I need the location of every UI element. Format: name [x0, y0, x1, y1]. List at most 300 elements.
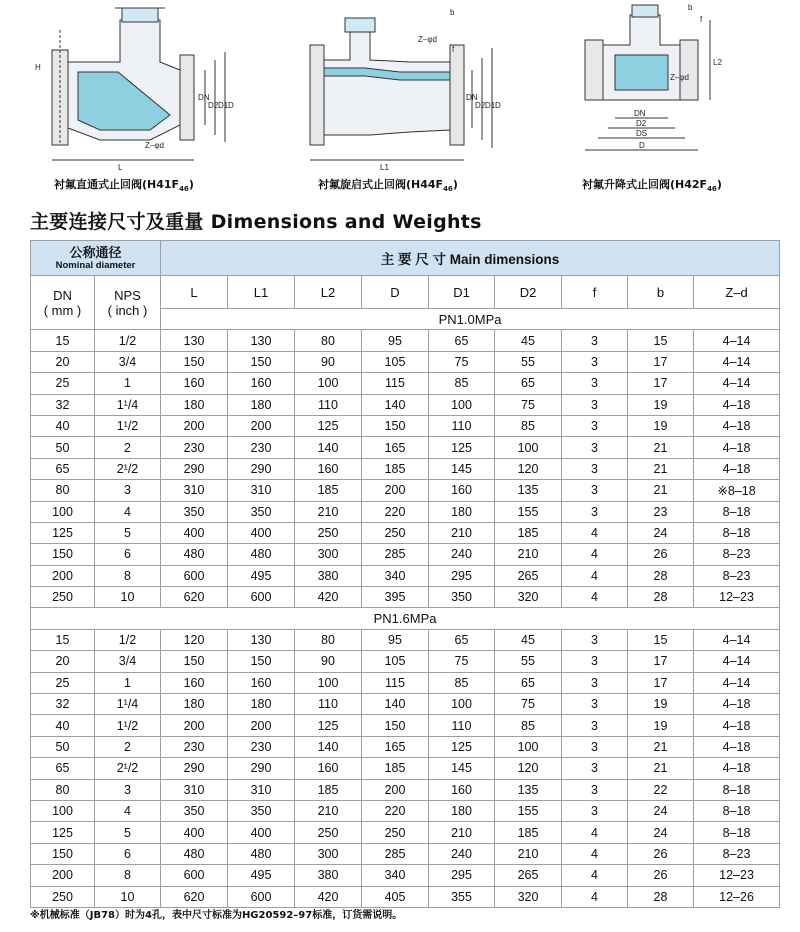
table-cell: 75 [495, 394, 562, 415]
table-cell: 350 [429, 587, 495, 608]
table-cell: 6 [95, 544, 161, 565]
dim-label-l2: L2 [713, 58, 722, 67]
table-cell: 50 [31, 736, 95, 757]
table-cell: 4–14 [694, 672, 780, 693]
table-cell: 19 [628, 694, 694, 715]
table-cell: 4–18 [694, 758, 780, 779]
table-cell: 130 [228, 330, 295, 351]
table-row [31, 544, 780, 565]
table-cell: 4 [562, 886, 628, 907]
table-cell: 80 [295, 629, 362, 650]
table-cell: 135 [495, 480, 562, 501]
table-cell: 40 [31, 415, 95, 436]
table-cell: 1¹/2 [95, 415, 161, 436]
table-cell: 150 [362, 415, 429, 436]
table-cell: 20 [31, 651, 95, 672]
table-cell: 80 [31, 480, 95, 501]
table-cell: 105 [362, 651, 429, 672]
dimensions-table [30, 240, 780, 908]
table-cell: 210 [295, 800, 362, 821]
table-cell: 150 [228, 351, 295, 372]
table-cell: 10 [95, 587, 161, 608]
dim-label-b: b [450, 8, 455, 17]
table-cell: 75 [429, 351, 495, 372]
table-cell: 65 [429, 629, 495, 650]
table-cell: 3 [562, 458, 628, 479]
table-cell: 300 [295, 544, 362, 565]
table-cell: 290 [161, 758, 228, 779]
table-cell: 55 [495, 351, 562, 372]
table-cell: 4 [562, 544, 628, 565]
table-cell: 285 [362, 544, 429, 565]
table-cell: 24 [628, 800, 694, 821]
table-cell: 3 [562, 415, 628, 436]
table-cell: 160 [161, 672, 228, 693]
table-cell: 8–23 [694, 544, 780, 565]
dn-header-label: DN [53, 287, 72, 303]
dim-label-zd: Z–φd [670, 73, 689, 82]
table-cell: 125 [429, 736, 495, 757]
table-cell: 240 [429, 544, 495, 565]
table-row [31, 694, 780, 715]
table-cell: 180 [161, 394, 228, 415]
table-cell: 3 [562, 715, 628, 736]
table-cell: 95 [362, 629, 429, 650]
table-cell: 2 [95, 437, 161, 458]
table-cell: 3 [562, 501, 628, 522]
table-cell: 180 [228, 394, 295, 415]
table-cell: 65 [495, 373, 562, 394]
table-cell: 210 [429, 822, 495, 843]
table-cell: 180 [429, 501, 495, 522]
table-cell: 4 [95, 800, 161, 821]
dim-label-d2: D2 [208, 101, 219, 110]
main-dimensions-header: 主 要 尺 寸 Main dimensions [161, 241, 780, 276]
table-cell: 220 [362, 800, 429, 821]
column-header-l: L [161, 276, 228, 309]
table-cell: 150 [31, 843, 95, 864]
table-cell: 400 [228, 822, 295, 843]
table-cell: 10 [95, 886, 161, 907]
table-row [31, 865, 780, 886]
table-cell: 150 [161, 351, 228, 372]
table-cell: 125 [295, 715, 362, 736]
dim-label-d: D [228, 101, 234, 110]
table-cell: 150 [228, 651, 295, 672]
dim-label-d: D [495, 101, 501, 110]
valve-drawing-h44 [290, 0, 510, 200]
table-cell: 55 [495, 651, 562, 672]
column-header-d2: D2 [495, 276, 562, 309]
table-cell: 8–18 [694, 779, 780, 800]
table-cell: 600 [228, 886, 295, 907]
table-cell: 90 [295, 651, 362, 672]
table-cell: 380 [295, 865, 362, 886]
table-cell: 290 [228, 458, 295, 479]
table-cell: 2¹/2 [95, 758, 161, 779]
table-row [31, 480, 780, 501]
table-cell: 200 [31, 865, 95, 886]
table-cell: 1/2 [95, 330, 161, 351]
table-cell: 3 [562, 629, 628, 650]
table-cell: 230 [228, 736, 295, 757]
table-cell: 65 [31, 458, 95, 479]
column-header-d: D [362, 276, 429, 309]
dim-label-d1: D1 [218, 101, 229, 110]
table-cell: 200 [161, 715, 228, 736]
table-cell: 12–23 [694, 587, 780, 608]
table-cell: 285 [362, 843, 429, 864]
table-cell: 110 [295, 694, 362, 715]
nps-column-header [95, 276, 161, 330]
pn16-rows [31, 629, 780, 907]
table-cell: 4–14 [694, 351, 780, 372]
column-header-b: b [628, 276, 694, 309]
table-cell: 250 [31, 886, 95, 907]
table-cell: 4–14 [694, 629, 780, 650]
dim-label-ds: DS [636, 129, 648, 138]
table-cell: 100 [295, 373, 362, 394]
table-cell: 290 [161, 458, 228, 479]
table-cell: 155 [495, 800, 562, 821]
table-cell: 120 [161, 629, 228, 650]
table-cell: 80 [295, 330, 362, 351]
table-cell: 250 [31, 587, 95, 608]
table-cell: 350 [161, 501, 228, 522]
table-cell: 140 [362, 394, 429, 415]
table-cell: 28 [628, 565, 694, 586]
table-cell: 185 [362, 758, 429, 779]
table-cell: 200 [161, 415, 228, 436]
table-cell: 185 [295, 480, 362, 501]
pn16-header [31, 608, 780, 629]
figure-caption-h44: 衬氟旋启式止回阀$(H44F_{46})$ [318, 178, 458, 194]
table-cell: 160 [429, 480, 495, 501]
table-row [31, 672, 780, 693]
table-cell: 23 [628, 501, 694, 522]
table-cell: 25 [31, 672, 95, 693]
dim-label-l1: L1 [380, 163, 389, 172]
table-cell: 21 [628, 437, 694, 458]
table-cell: 17 [628, 651, 694, 672]
table-cell: 400 [161, 522, 228, 543]
table-cell: 1/2 [95, 629, 161, 650]
table-cell: 45 [495, 330, 562, 351]
valve-drawing-h41 [30, 0, 245, 200]
table-cell: 290 [228, 758, 295, 779]
table-row [31, 394, 780, 415]
table-cell: 3 [562, 758, 628, 779]
table-cell: 210 [429, 522, 495, 543]
figure-caption-h41: 衬氟直通式止回阀$(H41F_{46})$ [54, 178, 194, 194]
table-cell: 3 [562, 779, 628, 800]
table-cell: 160 [228, 373, 295, 394]
table-cell: 135 [495, 779, 562, 800]
table-cell: 8–18 [694, 822, 780, 843]
table-row [31, 779, 780, 800]
table-cell: 110 [429, 415, 495, 436]
dim-label-d1: D1 [485, 101, 496, 110]
table-cell: 12–23 [694, 865, 780, 886]
table-cell: 350 [161, 800, 228, 821]
table-cell: 600 [161, 865, 228, 886]
valve-drawing-h42 [570, 0, 770, 200]
table-cell: 8 [95, 565, 161, 586]
table-cell: 160 [295, 758, 362, 779]
table-cell: 320 [495, 587, 562, 608]
table-cell: 28 [628, 587, 694, 608]
table-cell: 17 [628, 351, 694, 372]
table-cell: 21 [628, 736, 694, 757]
table-cell: 340 [362, 565, 429, 586]
table-row [31, 415, 780, 436]
table-cell: 4 [95, 501, 161, 522]
dim-label-f: f [700, 15, 703, 24]
table-cell: 350 [228, 800, 295, 821]
table-cell: 480 [161, 544, 228, 565]
table-cell: 4–18 [694, 736, 780, 757]
table-cell: 19 [628, 394, 694, 415]
table-cell: 65 [495, 672, 562, 693]
table-cell: 150 [362, 715, 429, 736]
table-cell: 265 [495, 865, 562, 886]
table-cell: 40 [31, 715, 95, 736]
table-cell: 310 [161, 779, 228, 800]
table-cell: 230 [161, 736, 228, 757]
dim-label-d2: D2 [636, 119, 647, 128]
table-cell: 3 [562, 800, 628, 821]
table-cell: 180 [429, 800, 495, 821]
table-cell: 265 [495, 565, 562, 586]
table-cell: 4 [562, 822, 628, 843]
table-cell: 600 [161, 565, 228, 586]
table-row [31, 736, 780, 757]
table-cell: 220 [362, 501, 429, 522]
table-cell: 80 [31, 779, 95, 800]
table-cell: 350 [228, 501, 295, 522]
table-cell: 100 [495, 736, 562, 757]
dim-label-dn: DN [198, 93, 210, 102]
table-cell: 160 [429, 779, 495, 800]
table-cell: 4 [562, 565, 628, 586]
table-cell: 4–14 [694, 651, 780, 672]
table-cell: 45 [495, 629, 562, 650]
table-cell: 1¹/2 [95, 715, 161, 736]
table-cell: 3 [562, 373, 628, 394]
dim-label-l: L [118, 163, 123, 172]
table-cell: 180 [228, 694, 295, 715]
table-cell: 185 [495, 522, 562, 543]
column-header-f: f [562, 276, 628, 309]
table-cell: 125 [429, 437, 495, 458]
table-row [31, 758, 780, 779]
dim-label-dn: DN [634, 109, 646, 118]
table-row [31, 587, 780, 608]
table-cell: 3 [562, 736, 628, 757]
table-cell: 400 [228, 522, 295, 543]
table-cell: 8–18 [694, 501, 780, 522]
table-cell: 4–14 [694, 330, 780, 351]
table-cell: 155 [495, 501, 562, 522]
table-cell: 210 [295, 501, 362, 522]
table-cell: 210 [495, 843, 562, 864]
table-cell: 300 [295, 843, 362, 864]
pressure-class-label: PN1.0MPa [161, 309, 780, 330]
table-cell: 4–18 [694, 437, 780, 458]
table-cell: 395 [362, 587, 429, 608]
table-cell: 200 [362, 480, 429, 501]
table-cell: 295 [429, 565, 495, 586]
table-cell: 65 [31, 758, 95, 779]
nominal-diameter-en: Nominal diameter [55, 259, 136, 271]
table-cell: 185 [362, 458, 429, 479]
table-cell: 250 [295, 522, 362, 543]
table-cell: 4 [562, 843, 628, 864]
table-cell: 210 [495, 544, 562, 565]
table-cell: 26 [628, 843, 694, 864]
table-cell: 8–18 [694, 800, 780, 821]
table-cell: 200 [31, 565, 95, 586]
table-cell: 250 [295, 822, 362, 843]
table-cell: 24 [628, 522, 694, 543]
table-cell: 3/4 [95, 651, 161, 672]
table-cell: 185 [495, 822, 562, 843]
nps-header-label: NPS [114, 287, 141, 303]
table-cell: 200 [228, 415, 295, 436]
table-cell: 100 [31, 501, 95, 522]
column-header-d1: D1 [429, 276, 495, 309]
table-cell: 130 [228, 629, 295, 650]
table-cell: 340 [362, 865, 429, 886]
dim-label-zd: Z–φd [418, 35, 437, 44]
table-row [31, 800, 780, 821]
table-cell: 3 [562, 694, 628, 715]
table-cell: 4 [562, 865, 628, 886]
table-cell: 8–23 [694, 565, 780, 586]
table-cell: 185 [295, 779, 362, 800]
table-cell: 355 [429, 886, 495, 907]
table-cell: 125 [295, 415, 362, 436]
table-cell: 420 [295, 587, 362, 608]
table-cell: 200 [362, 779, 429, 800]
table-cell: 130 [161, 330, 228, 351]
table-cell: 160 [295, 458, 362, 479]
table-row [31, 843, 780, 864]
table-cell: 4 [562, 522, 628, 543]
table-cell: 620 [161, 587, 228, 608]
table-row [31, 629, 780, 650]
table-cell: 480 [161, 843, 228, 864]
table-cell: 90 [295, 351, 362, 372]
table-cell: 4–18 [694, 415, 780, 436]
table-cell: 150 [161, 651, 228, 672]
table-row [31, 651, 780, 672]
dim-label-h: H [35, 63, 41, 72]
table-cell: 3 [562, 672, 628, 693]
table-cell: 2 [95, 736, 161, 757]
section-title: 主要连接尺寸及重量 Dimensions and Weights [30, 211, 482, 233]
table-cell: 3 [562, 394, 628, 415]
table-cell: 230 [161, 437, 228, 458]
table-cell: 495 [228, 865, 295, 886]
table-cell: 28 [628, 886, 694, 907]
table-cell: 8–23 [694, 843, 780, 864]
figure-caption-h42: 衬氟升降式止回阀$(H42F_{46})$ [582, 178, 722, 194]
table-cell: 4 [562, 587, 628, 608]
table-cell: 140 [295, 437, 362, 458]
table-cell: ※8–18 [694, 480, 780, 501]
table-cell: 100 [429, 694, 495, 715]
table-row [31, 437, 780, 458]
table-cell: 26 [628, 544, 694, 565]
table-cell: 250 [362, 822, 429, 843]
table-cell: 75 [495, 694, 562, 715]
table-cell: 310 [161, 480, 228, 501]
nominal-diameter-header [31, 241, 161, 276]
table-cell: 230 [228, 437, 295, 458]
table-cell: 165 [362, 437, 429, 458]
dim-label-zd: Z–φd [145, 141, 164, 150]
table-cell: 480 [228, 843, 295, 864]
table-cell: 4–18 [694, 715, 780, 736]
table-cell: 320 [495, 886, 562, 907]
table-cell: 120 [495, 458, 562, 479]
table-cell: 15 [31, 629, 95, 650]
dim-label-dn: DN [466, 93, 478, 102]
table-cell: 310 [228, 480, 295, 501]
nps-header-unit: ( inch ) [107, 302, 148, 318]
table-cell: 6 [95, 843, 161, 864]
table-cell: 125 [31, 822, 95, 843]
dim-label-d2: D2 [475, 101, 486, 110]
table-cell: 145 [429, 458, 495, 479]
table-cell: 125 [31, 522, 95, 543]
table-cell: 1 [95, 672, 161, 693]
table-cell: 25 [31, 373, 95, 394]
table-cell: 115 [362, 672, 429, 693]
table-cell: 200 [228, 715, 295, 736]
table-cell: 8 [95, 865, 161, 886]
table-cell: 3 [562, 480, 628, 501]
table-cell: 400 [161, 822, 228, 843]
table-cell: 32 [31, 694, 95, 715]
table-cell: 160 [161, 373, 228, 394]
table-cell: 85 [429, 672, 495, 693]
footnote: ※机械标准（JB78）时为4孔，表中尺寸标准为HG20592–97标准，订货需说明。 [30, 910, 403, 921]
table-cell: 2¹/2 [95, 458, 161, 479]
table-cell: 380 [295, 565, 362, 586]
table-cell: 250 [362, 522, 429, 543]
table-cell: 100 [31, 800, 95, 821]
dim-label-f: f [452, 45, 455, 54]
table-cell: 115 [362, 373, 429, 394]
table-cell: 19 [628, 715, 694, 736]
table-cell: 620 [161, 886, 228, 907]
table-cell: 3/4 [95, 351, 161, 372]
table-cell: 3 [562, 330, 628, 351]
table-row [31, 458, 780, 479]
table-cell: 32 [31, 394, 95, 415]
table-cell: 20 [31, 351, 95, 372]
table-cell: 95 [362, 330, 429, 351]
table-cell: 100 [295, 672, 362, 693]
table-cell: 100 [495, 437, 562, 458]
table-cell: 600 [228, 587, 295, 608]
table-cell: 22 [628, 779, 694, 800]
table-cell: 85 [429, 373, 495, 394]
table-cell: 145 [429, 758, 495, 779]
table-cell: 3 [562, 351, 628, 372]
